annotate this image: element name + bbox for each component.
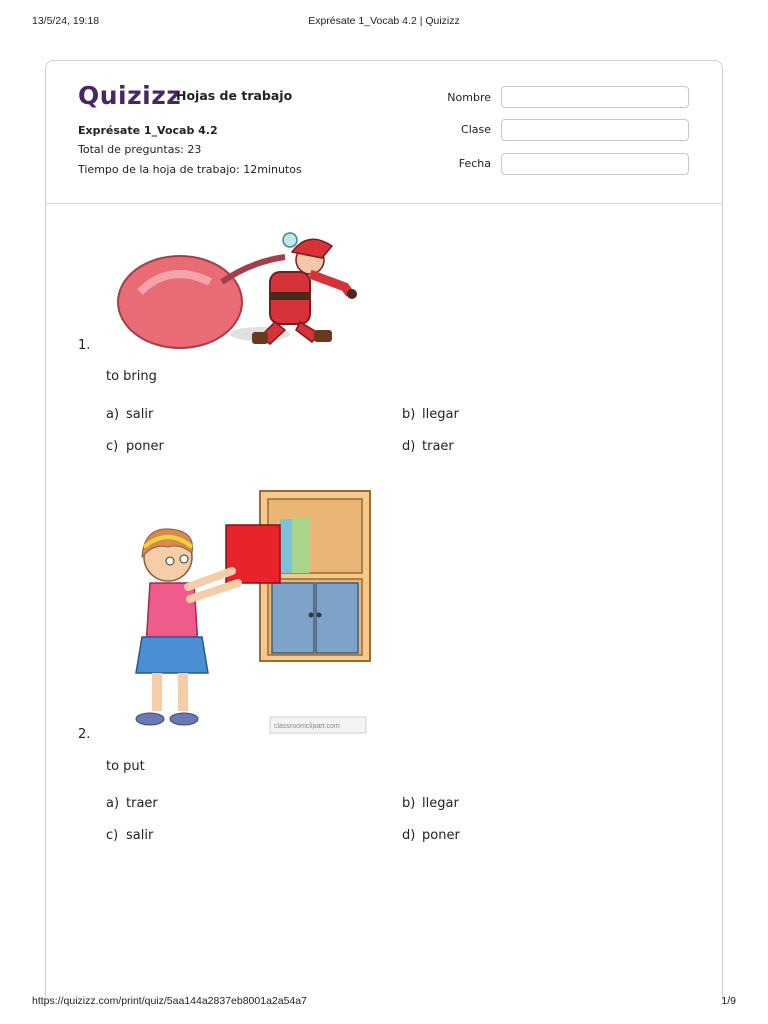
name-label: Nombre <box>447 91 491 104</box>
option-letter: c) <box>106 439 119 454</box>
image-watermark: classroomclipart.com <box>274 723 340 730</box>
class-label: Clase <box>461 123 491 136</box>
class-field[interactable] <box>501 119 689 141</box>
print-header <box>32 15 736 29</box>
answer-option-d[interactable] <box>402 439 454 454</box>
option-text: salir <box>126 407 154 422</box>
name-field[interactable] <box>501 86 689 108</box>
option-text: traer <box>126 796 158 811</box>
answer-option-c[interactable] <box>106 828 153 843</box>
option-letter: b) <box>402 796 416 811</box>
worksheet-time: Tiempo de la hoja de trabajo: 12minutos <box>78 163 302 176</box>
date-field[interactable] <box>501 153 689 175</box>
question-prompt: to put <box>106 759 145 774</box>
option-letter: a) <box>106 407 120 422</box>
option-text: salir <box>126 828 154 843</box>
answer-option-a[interactable] <box>106 407 153 422</box>
quiz-title: Exprésate 1_Vocab 4.2 <box>78 124 218 137</box>
question-number: 1. <box>78 338 91 353</box>
quizizz-logo: Quizizz <box>78 81 182 110</box>
answer-option-b[interactable] <box>402 796 459 811</box>
girl-shelving-book-icon <box>128 487 374 735</box>
total-questions: Total de preguntas: 23 <box>78 143 202 156</box>
print-date: 13/5/24, 19:18 <box>32 15 100 27</box>
option-letter: a) <box>106 796 120 811</box>
option-letter: d) <box>402 828 416 843</box>
answer-option-b[interactable] <box>402 407 459 422</box>
worksheet-subtitle: Hojas de trabajo <box>176 88 293 103</box>
option-text: llegar <box>422 796 459 811</box>
page-number: 1/9 <box>721 995 736 1007</box>
option-letter: c) <box>106 828 119 843</box>
option-letter: b) <box>402 407 416 422</box>
answer-option-c[interactable] <box>106 439 164 454</box>
worksheet-header <box>46 61 722 204</box>
question-number: 2. <box>78 727 91 742</box>
option-letter: d) <box>402 439 416 454</box>
option-text: poner <box>422 828 460 843</box>
print-footer <box>32 995 736 1009</box>
print-title: Exprésate 1_Vocab 4.2 | Quizizz <box>308 15 460 27</box>
option-text: llegar <box>422 407 459 422</box>
santa-with-sack-icon <box>110 222 372 352</box>
option-text: poner <box>126 439 164 454</box>
answer-option-d[interactable] <box>402 828 460 843</box>
question-prompt: to bring <box>106 369 157 384</box>
print-url: https://quizizz.com/print/quiz/5aa144a2837eb8001a2a54a7 <box>32 995 307 1007</box>
answer-option-a[interactable] <box>106 796 158 811</box>
date-label: Fecha <box>458 157 491 170</box>
option-text: traer <box>422 439 454 454</box>
